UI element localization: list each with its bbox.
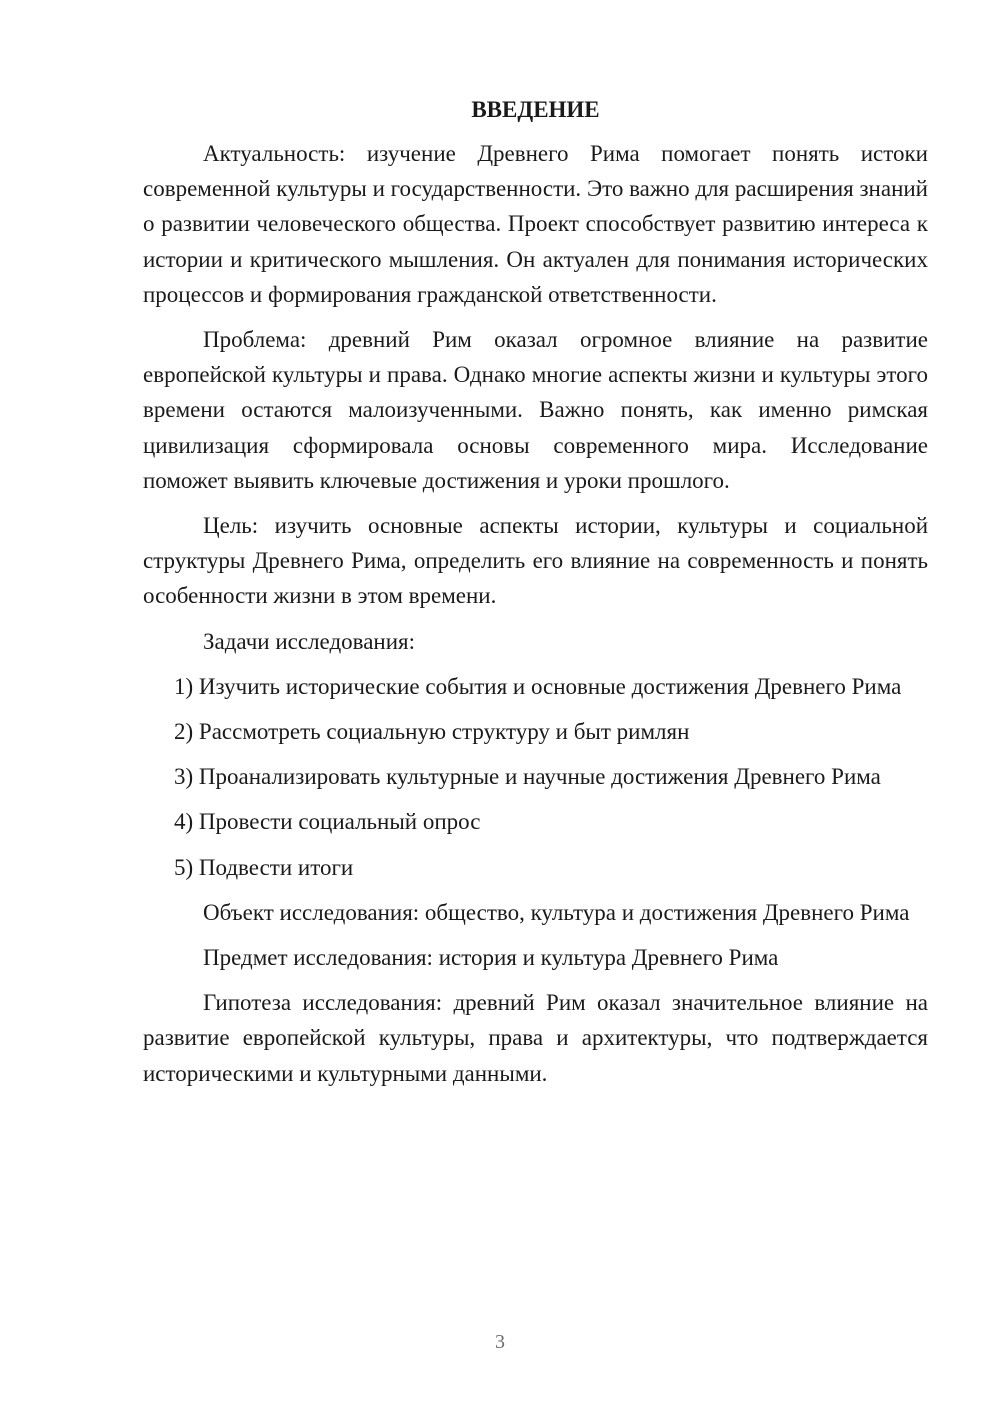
paragraph-subject: Предмет исследования: история и культура Древнего Рима (203, 945, 779, 971)
task-item-1: 1) Изучить исторические события и основные достижения Древнего Рима (174, 673, 902, 699)
document-body (143, 92, 928, 1101)
paragraph-problem: Проблема: древний Рим оказал огромное влияние на развитие европейской культуры и права. Однако многие аспекты жизни и культуры этого времени остаются малоизученными. Важно понять, как именно римская цивилизация сформировала основы современного мира. Исследование поможет выявить ключевые достижения и уроки прошлого. (143, 327, 928, 493)
paragraph-goal: Цель: изучить основные аспекты истории, культуры и социальной структуры Древнего Рима, определить его влияние на современность и понять особенности жизни в этом времени. (143, 513, 928, 609)
paragraph-object: Объект исследования: общество, культура и достижения Древнего Рима (203, 899, 910, 925)
task-item-3: 3) Проанализировать культурные и научные достижения Древнего Рима (174, 764, 881, 790)
section-title: ВВЕДЕНИЕ (471, 97, 600, 122)
paragraph-relevance: Актуальность: изучение Древнего Рима помогает понять истоки современной культуры и государственности. Это важно для расширения знаний о развитии человеческого общества. Проект способствует развитию интереса к истории и критического мышления. Он актуален для понимания исторических процессов и формирования гражданской ответственности. (143, 141, 928, 307)
task-item-5: 5) Подвести итоги (174, 854, 354, 880)
paragraph-hypothesis: Гипотеза исследования: древний Рим оказал значительное влияние на развитие европейской культуры, права и архитектуры, что подтверждается историческими и культурными данными. (143, 990, 928, 1086)
task-item-4: 4) Провести социальный опрос (174, 809, 481, 835)
task-item-2: 2) Рассмотреть социальную структуру и быт римлян (174, 719, 690, 745)
tasks-heading: Задачи исследования: (203, 628, 416, 654)
page-number: 3 (495, 1331, 505, 1353)
